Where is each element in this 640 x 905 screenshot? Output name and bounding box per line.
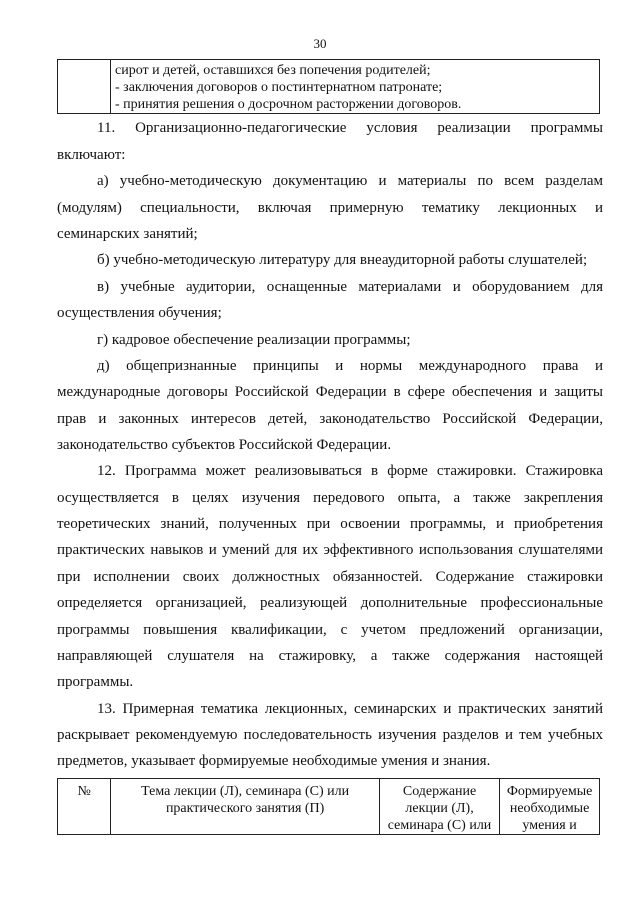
item-d-cont: законодательство субъектов Российской Федерации. [57,437,392,453]
item-d-cont: прав и законных интересов детей, законодательство Российской Федерации, [57,411,603,427]
item-a-cont: (модулям) специальности, включая примерную тематику лекционных и [57,200,603,216]
header-number: № [58,779,111,835]
section-12-line: при исполнении своих должностных обязанностей. Содержание стажировки [57,569,603,585]
empty-cell [58,60,111,114]
section-11-heading: 11. Организационно-педагогические условия реализации программы [97,120,603,136]
section-13-line: раскрывает рекомендуемую последовательность изучения разделов и тем учебных [57,727,603,743]
table-header-row [58,779,600,835]
section-11-heading-cont: включают: [57,147,126,163]
header-content: Содержание лекции (Л), семинара (С) или [379,779,499,835]
header-topic: Тема лекции (Л), семинара (С) или практического занятия (П) [111,779,380,835]
item-d-cont: международные договоры Российской Федерации в сфере обеспечения и защиты [57,384,603,400]
section-12-line: осуществляется в целях изучения передового опыта, а также закрепления [57,490,603,506]
item-g: г) кадровое обеспечение реализации программы; [97,332,411,348]
section-12-line: 12. Программа может реализовываться в форме стажировки. Стажировка [97,463,603,479]
section-12-line: программы. [57,674,134,690]
page-number: 30 [313,36,327,51]
table-text-cell [111,60,600,114]
continuation-table [57,59,600,114]
topics-table [57,778,600,835]
section-12-line: программы повышения квалификации, с учетом предложений организации, [57,622,603,638]
item-b: б) учебно-методическую литературу для внеаудиторной работы слушателей; [97,252,588,268]
section-13-line: предметов, указывает формируемые необходимые умения и знания. [57,753,491,769]
header-skills: Формируемые необходимые умения и [500,779,600,835]
section-12-line: практических навыков и умений для их эффективного использования слушателями [57,542,603,558]
table-line: - заключения договоров о постинтернатном патронате; [115,80,443,95]
item-v: в) учебные аудитории, оснащенные материалами и оборудованием для [97,279,603,295]
section-12-line: теоретических знаний, полученных при освоении программы, и приобретения [57,516,603,532]
table-line: сирот и детей, оставшихся без попечения родителей; [115,63,431,78]
table-line: - принятия решения о досрочном расторжении договоров. [115,97,462,112]
section-13-line: 13. Примерная тематика лекционных, семинарских и практических занятий [97,701,603,717]
section-12-line: определяется организацией, реализующей дополнительные профессиональные [57,595,603,611]
item-v-cont: осуществления обучения; [57,305,222,321]
section-12-line: направляющей слушателя на стажировку, а также содержания настоящей [57,648,603,664]
item-d: д) общепризнанные принципы и нормы международного права и [97,358,603,374]
item-a-cont: семинарских занятий; [57,226,198,242]
item-a: а) учебно-методическую документацию и материалы по всем разделам [97,173,603,189]
